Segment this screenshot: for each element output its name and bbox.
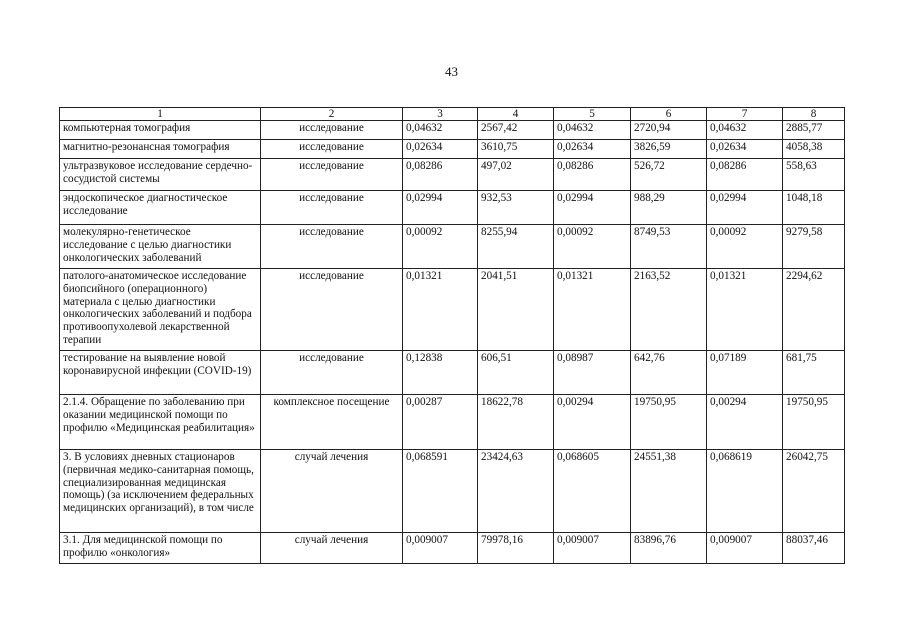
value-cell: 0,00092 (403, 225, 478, 269)
value-cell: 0,04632 (403, 121, 478, 140)
value-cell: 3610,75 (478, 140, 554, 159)
table-row (60, 533, 845, 564)
header-cell: 6 (631, 108, 707, 121)
value-cell: 8749,53 (631, 225, 707, 269)
value-cell: 3826,59 (631, 140, 707, 159)
row-name-cell: ультразвуковое исследование сердечно-сосудистой системы (60, 159, 261, 191)
header-cell: 3 (403, 108, 478, 121)
value-cell: 558,63 (783, 159, 845, 191)
value-cell: 9279,58 (783, 225, 845, 269)
value-cell: 26042,75 (783, 450, 845, 533)
unit-cell: исследование (261, 225, 403, 269)
value-cell: 0,068619 (707, 450, 783, 533)
unit-cell: исследование (261, 269, 403, 351)
row-name-cell: 3. В условиях дневных стационаров (первичная медико-санитарная помощь, специализированная медицинская помощь) (за исключением федеральных медицинских организаций), в том числе (60, 450, 261, 533)
value-cell: 24551,38 (631, 450, 707, 533)
value-cell: 0,00294 (707, 395, 783, 450)
table-header-row (60, 108, 845, 121)
tariff-table (59, 107, 845, 564)
row-name-cell: магнитно-резонансная томография (60, 140, 261, 159)
table-row (60, 159, 845, 191)
header-cell: 1 (60, 108, 261, 121)
value-cell: 0,01321 (707, 269, 783, 351)
value-cell: 88037,46 (783, 533, 845, 564)
value-cell: 18622,78 (478, 395, 554, 450)
value-cell: 2885,77 (783, 121, 845, 140)
value-cell: 0,02634 (554, 140, 631, 159)
header-cell: 5 (554, 108, 631, 121)
value-cell: 2567,42 (478, 121, 554, 140)
row-name-cell: 2.1.4. Обращение по заболеванию при оказании медицинской помощи по профилю «Медицинская реабилитация» (60, 395, 261, 450)
value-cell: 0,08286 (707, 159, 783, 191)
value-cell: 0,02994 (554, 191, 631, 225)
header-cell: 4 (478, 108, 554, 121)
value-cell: 0,009007 (403, 533, 478, 564)
value-cell: 0,00287 (403, 395, 478, 450)
value-cell: 2163,52 (631, 269, 707, 351)
row-name-cell: компьютерная томография (60, 121, 261, 140)
table-row (60, 140, 845, 159)
header-cell: 7 (707, 108, 783, 121)
value-cell: 4058,38 (783, 140, 845, 159)
unit-cell: исследование (261, 121, 403, 140)
value-cell: 0,068591 (403, 450, 478, 533)
value-cell: 83896,76 (631, 533, 707, 564)
unit-cell: исследование (261, 191, 403, 225)
row-name-cell: патолого-анатомическое исследование биопсийного (операционного) материала с целью диагностики онкологических заболеваний и подбора противоопухолевой лекарственной терапии (60, 269, 261, 351)
value-cell: 79978,16 (478, 533, 554, 564)
value-cell: 0,02994 (707, 191, 783, 225)
value-cell: 0,12838 (403, 351, 478, 395)
row-name-cell: молекулярно-генетическое исследование с целью диагностики онкологических заболеваний (60, 225, 261, 269)
value-cell: 23424,63 (478, 450, 554, 533)
table-row (60, 121, 845, 140)
value-cell: 0,02634 (403, 140, 478, 159)
value-cell: 0,08286 (554, 159, 631, 191)
value-cell: 0,04632 (554, 121, 631, 140)
value-cell: 0,08987 (554, 351, 631, 395)
unit-cell: исследование (261, 351, 403, 395)
value-cell: 0,08286 (403, 159, 478, 191)
row-name-cell: эндоскопическое диагностическое исследование (60, 191, 261, 225)
value-cell: 19750,95 (631, 395, 707, 450)
value-cell: 526,72 (631, 159, 707, 191)
table-row (60, 450, 845, 533)
table-row (60, 269, 845, 351)
value-cell: 681,75 (783, 351, 845, 395)
value-cell: 932,53 (478, 191, 554, 225)
unit-cell: случай лечения (261, 450, 403, 533)
value-cell: 8255,94 (478, 225, 554, 269)
row-name-cell: 3.1. Для медицинской помощи по профилю «онкология» (60, 533, 261, 564)
value-cell: 2041,51 (478, 269, 554, 351)
table-row (60, 225, 845, 269)
unit-cell: комплексное посещение (261, 395, 403, 450)
value-cell: 0,01321 (554, 269, 631, 351)
table-row (60, 351, 845, 395)
value-cell: 19750,95 (783, 395, 845, 450)
value-cell: 0,02994 (403, 191, 478, 225)
value-cell: 1048,18 (783, 191, 845, 225)
row-name-cell: тестирование на выявление новой коронавирусной инфекции (COVID-19) (60, 351, 261, 395)
unit-cell: исследование (261, 159, 403, 191)
value-cell: 606,51 (478, 351, 554, 395)
value-cell: 642,76 (631, 351, 707, 395)
header-cell: 8 (783, 108, 845, 121)
value-cell: 0,00294 (554, 395, 631, 450)
value-cell: 0,00092 (554, 225, 631, 269)
value-cell: 497,02 (478, 159, 554, 191)
header-cell: 2 (261, 108, 403, 121)
value-cell: 0,01321 (403, 269, 478, 351)
unit-cell: исследование (261, 140, 403, 159)
value-cell: 0,068605 (554, 450, 631, 533)
value-cell: 0,02634 (707, 140, 783, 159)
value-cell: 2720,94 (631, 121, 707, 140)
value-cell: 2294,62 (783, 269, 845, 351)
value-cell: 988,29 (631, 191, 707, 225)
value-cell: 0,04632 (707, 121, 783, 140)
value-cell: 0,07189 (707, 351, 783, 395)
value-cell: 0,009007 (707, 533, 783, 564)
table-row (60, 395, 845, 450)
unit-cell: случай лечения (261, 533, 403, 564)
value-cell: 0,009007 (554, 533, 631, 564)
page-number: 43 (445, 64, 458, 79)
value-cell: 0,00092 (707, 225, 783, 269)
table-row (60, 191, 845, 225)
